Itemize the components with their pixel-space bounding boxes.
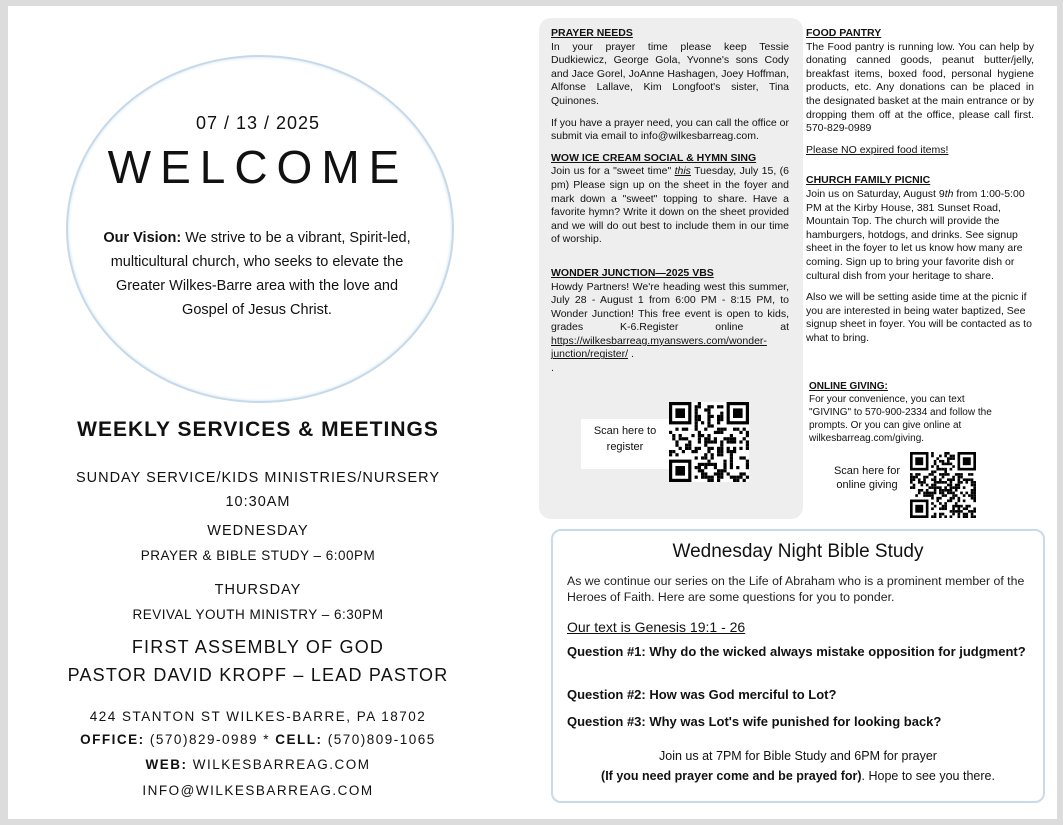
announcements-column: [551, 27, 789, 376]
phone-line: [40, 732, 476, 747]
food-pantry-text: The Food pantry is running low. You can help by donating canned goods, peanut butter/jelly, breakfast items, boxed food, personal hygiene products, etc. Any donations can be placed in the designated basket at the main entrance or by dropping them off at the office, please call first. 570-829-0989: [806, 40, 1034, 135]
vision-text: We strive to be a vibrant, Spirit-led, multicultural church, who seeks to elevate the Greater Wilkes-Barre area with the love and Gospel of Jesus Christ.: [110, 230, 411, 318]
thursday-heading: THURSDAY: [214, 582, 302, 598]
office-phone: (570)829-0989 *: [144, 732, 276, 747]
prayer-contact-text: If you have a prayer need, you can call the office or submit via email to info@wilkesbarreag.com.: [551, 116, 789, 143]
ice-cream-title: WOW ICE CREAM SOCIAL & HYMN SING: [551, 151, 757, 164]
online-giving-title: ONLINE GIVING:: [809, 381, 888, 392]
vision-statement: [96, 226, 418, 322]
online-giving-text: For your convenience, you can text "GIVING" to 570-900-2334 and follow the prompts. Or you can give online at wilkesbarreag.com/giving.: [809, 394, 992, 444]
picnic-text: Join us on Saturday, August 9th from 1:00-5:00 PM at the Kirby House, 381 Sunset Road, Mountain Top. The church will provide the hamburgers, hotdogs, and drinks. See signup sheet in the foyer to let us know how many are coming. Sign up to bring your favorite dish or cultural dish from your heritage to share.: [806, 187, 1025, 282]
prayer-needs-title: PRAYER NEEDS: [551, 27, 633, 39]
food-pantry-note: Please NO expired food items!: [806, 143, 949, 156]
bible-study-intro: As we continue our series on the Life of Abraham who is a prominent member of the Heroes of Faith. Here are some questions for you to ponder.: [567, 574, 1025, 604]
register-qr-code[interactable]: [669, 402, 749, 482]
web-label: WEB:: [145, 757, 188, 772]
bible-study-title: Wednesday Night Bible Study: [672, 541, 924, 562]
food-pantry-title: FOOD PANTRY: [806, 27, 882, 39]
scan-register-label: Scan here to register: [581, 419, 669, 469]
question-1: Question #1: Why do the wicked always mistake opposition for judgment?: [567, 644, 1026, 659]
ice-cream-text: Join us for a "sweet time" this Tuesday, July 15, (6 pm) Please sign up on the sheet in the foyer and mark down a "sweet" topping to share. Have a favorite hymn? Write it down on the sheet provided and we will do out best to include them in our time of worship.: [551, 165, 789, 246]
question-3: Question #3: Why was Lot's wife punished for looking back?: [567, 714, 942, 729]
web-line: [40, 757, 476, 772]
sunday-service: SUNDAY SERVICE/KIDS MINISTRIES/NURSERY: [75, 470, 441, 486]
church-address: 424 STANTON ST WILKES-BARRE, PA 18702: [89, 709, 427, 724]
services-title: WEEKLY SERVICES & MEETINGS: [77, 418, 439, 441]
wednesday-detail: PRAYER & BIBLE STUDY – 6:00PM: [140, 548, 376, 563]
prayer-invite: (If you need prayer come and be prayed for). Hope to see you there.: [601, 769, 995, 783]
vbs-title: WONDER JUNCTION—2025 VBS: [551, 266, 714, 279]
baptism-text: Also we will be setting aside time at the picnic if you are interested in being water baptized, See signup sheet in foyer. You will be contacted as to what to bring.: [806, 291, 1032, 344]
cell-label: CELL:: [275, 732, 323, 747]
cell-phone: (570)809-1065: [322, 732, 436, 747]
vision-label: Our Vision:: [103, 230, 182, 246]
thursday-detail: REVIVAL YOUTH MINISTRY – 6:30PM: [132, 607, 384, 622]
right-column: [806, 27, 1034, 345]
giving-qr-code[interactable]: [910, 452, 976, 518]
web-url[interactable]: WILKESBARREAG.COM: [187, 757, 371, 772]
vbs-text: Howdy Partners! We're heading west this summer, July 28 - August 1 from 6:00 PM - 8:15 PM, to Wonder Junction! This free event is open to kids, grades K-6.Register online at https://wilkesbarreag.myanswers.com/wonder-junction/register/ .: [551, 280, 789, 361]
vbs-register-link[interactable]: https://wilkesbarreag.myanswers.com/wonder-junction/register/: [551, 334, 767, 361]
church-name: FIRST ASSEMBLY OF GOD: [131, 637, 385, 657]
wednesday-heading: WEDNESDAY: [207, 523, 309, 539]
welcome-heading: WELCOME: [107, 141, 409, 193]
office-label: OFFICE:: [80, 732, 145, 747]
bible-study-box: [551, 529, 1045, 803]
online-giving-section: [809, 380, 1009, 445]
pastor-name: PASTOR DAVID KROPF – LEAD PASTOR: [67, 665, 449, 685]
scripture-reference: Our text is Genesis 19:1 - 26: [567, 619, 746, 635]
picnic-title: CHURCH FAMILY PICNIC: [806, 174, 931, 187]
question-2: Question #2: How was God merciful to Lot?: [567, 687, 837, 702]
prayer-needs-text: In your prayer time please keep Tessie Dudkiewicz, George Gola, Yvonne's sons Cody and Jace Gorel, JoAnne Hashagen, Joey Hoffman, Alfonse Lallave, Kim Longfoot's sister, Tina Quinones.: [551, 40, 789, 107]
scan-giving-label: Scan here for online giving: [833, 465, 901, 491]
join-invite: Join us at 7PM for Bible Study and 6PM for prayer: [659, 749, 937, 763]
email-line[interactable]: INFO@WILKESBARREAG.COM: [142, 783, 374, 798]
vbs-trailing-dot: .: [551, 362, 554, 375]
sunday-time: 10:30AM: [225, 494, 291, 510]
bulletin-date: 07 / 13 / 2025: [195, 113, 321, 133]
